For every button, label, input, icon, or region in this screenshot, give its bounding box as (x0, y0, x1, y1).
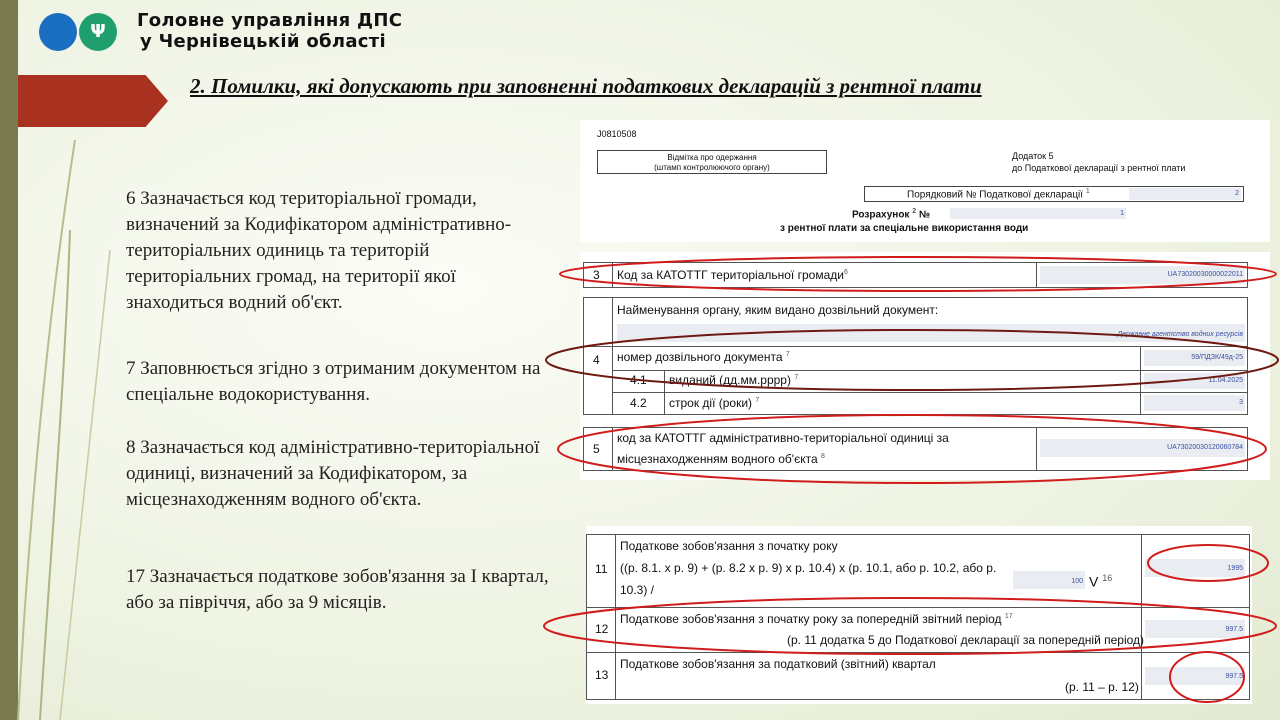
row-4-num: 4 (593, 353, 600, 367)
row-12 (586, 607, 1250, 653)
row-13-line-1: Податкове зобов'язання за податковий (звітний) квартал (620, 657, 936, 671)
row-4-value: 59/ПДЗК/49д-25 (1191, 354, 1243, 361)
issuer-label: Найменування органу, яким видано дозвільний документ: (617, 303, 939, 317)
row-3-value: UA73020030000022011 (1167, 271, 1243, 278)
row-12-num: 12 (595, 622, 609, 636)
stamp-line-1: Відмітка про одержання (667, 153, 757, 162)
serial-number-row: Порядковий № Податкової декларації $^1$ 2 (864, 186, 1244, 202)
declaration-rows-3-5 (580, 252, 1270, 480)
serial-label: Порядковий № Податкової декларації (907, 189, 1084, 201)
calculation-subtitle: з рентної плати за спеціальне використання води (780, 223, 1029, 234)
row-5-label-2: місцезнаходженням водного об'єкта $^8$ (617, 452, 825, 466)
organization-name (137, 10, 402, 52)
row-11-line-3: 10.3) / (620, 583, 655, 597)
slide-title: 2. Помилки, які допускають при заповненні податкових декларацій з рентної плати (190, 74, 982, 98)
left-accent-band (0, 0, 18, 720)
declaration-rows-11-13 (586, 526, 1252, 704)
row-11-v-mark: V $^{16}$ (1089, 573, 1113, 590)
logo-blue-circle (39, 13, 77, 51)
org-line-1: Головне управління ДПС (137, 10, 403, 31)
row-11-num: 11 (595, 562, 608, 576)
row-5-label-1: код за КАТОТТГ адміністративно-територіальної одиниці за (617, 431, 949, 445)
calc-number-value: 1 (1120, 210, 1124, 217)
note-17: 17 Зазначається податкове зобов'язання за І квартал, або за півріччя, або за 9 місяців. (126, 566, 549, 613)
stamp-box (597, 150, 827, 174)
row-11-divisor: 100 (1071, 578, 1083, 585)
row-13 (586, 652, 1250, 700)
row-12-line-2: (р. 11 додатка 5 до Податкової декларації за попередній період) (787, 633, 1145, 647)
row-3 (583, 262, 1248, 288)
calculation-label: Розрахунок $^2$ № (852, 208, 931, 221)
row-11 (586, 534, 1250, 608)
note-7: 7 Заповнюється згідно з отриманим документом на спеціальне водокористування. (126, 358, 541, 405)
row-4-1-value: 11.04.2025 (1208, 377, 1243, 384)
row-4-label: номер дозвільного документа $^7$ (617, 350, 790, 364)
row-4-2-num: 4.2 (630, 396, 647, 410)
row-11-line-1: Податкове зобов'язання з початку року (620, 539, 838, 553)
row-11-value: 1995 (1227, 565, 1243, 572)
row-3-label: Код за КАТОТТГ територіальної громади$^6$ (617, 268, 848, 282)
row-4-1-num: 4.1 (630, 373, 647, 387)
row-3-num: 3 (593, 268, 600, 282)
declaration-header-snippet (580, 120, 1270, 242)
note-6: 6 Зазначається код територіальної громади, визначений за Кодифікатором адміністративно-територіальних одиниць та територій територіальних громад, на території якої знаходиться водний об'єкт. (126, 188, 512, 313)
row-11-line-2: ((р. 8.1. х р. 9) + (р. 8.2 х р. 9) х р. 10.4) х (р. 10.1, або р. 10.2, або р. (620, 561, 997, 575)
row-5-value: UA73020030120060784 (1167, 444, 1243, 451)
stamp-line-2: (штамп контролюючого органу) (654, 163, 770, 172)
annex-note (1012, 150, 1185, 174)
row-13-value: 997.5 (1225, 673, 1243, 680)
issuer-value: Державне агентство водних ресурсів (1117, 331, 1243, 338)
row-13-line-2: (р. 11 – р. 12) (1065, 680, 1139, 694)
form-code: J0810508 (597, 129, 637, 139)
org-line-2: у Чернівецькій області (140, 31, 386, 52)
serial-value: 2 (1235, 190, 1239, 197)
note-8: 8 Зазначається код адміністративно-територіальної одиниці, визначений за Кодифікатором, за місцезнаходженням водного об'єкта. (126, 437, 540, 510)
annex-line-1: Додаток 5 (1012, 151, 1054, 161)
row-5-num: 5 (593, 442, 600, 456)
row-4-block (583, 297, 1248, 415)
row-4-1-label: виданий (дд.мм.рррр) $^7$ (669, 373, 799, 387)
row-12-line-1: Податкове зобов'язання з початку року за попередній звітний період $^{17}$ (620, 612, 1013, 626)
row-12-value: 997.5 (1225, 626, 1243, 633)
annex-line-2: до Податкової декларації з рентної плати (1012, 163, 1186, 173)
section-arrow (18, 75, 168, 127)
row-13-num: 13 (595, 668, 609, 682)
row-5 (583, 427, 1248, 471)
row-4-2-value: 3 (1239, 399, 1243, 406)
row-4-2-label: строк дії (роки) $^7$ (669, 396, 760, 410)
trident-icon: Ψ (79, 13, 117, 51)
